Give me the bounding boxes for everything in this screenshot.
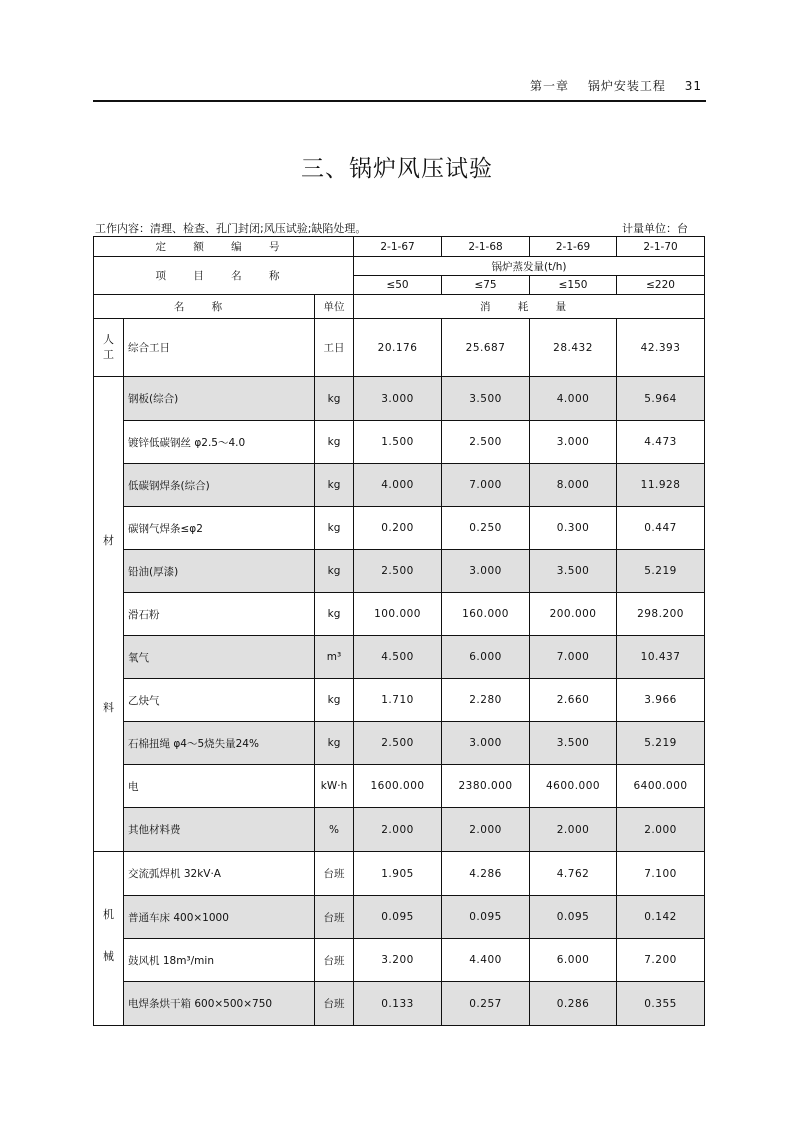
item-value: 7.000 <box>442 464 530 507</box>
quota-code-label: 定 额 编 号 <box>94 237 354 257</box>
item-unit: m³ <box>315 636 354 679</box>
table-row <box>94 636 705 679</box>
item-value: 3.000 <box>442 550 530 593</box>
consumption-header: 消 耗 量 <box>354 295 705 319</box>
table-row <box>94 896 705 939</box>
item-value: 0.200 <box>354 507 442 550</box>
running-header <box>516 77 702 94</box>
item-value: 2.500 <box>354 722 442 765</box>
item-value: 2.660 <box>530 679 617 722</box>
item-value: 8.000 <box>530 464 617 507</box>
item-unit: kW·h <box>315 765 354 808</box>
table-row <box>94 679 705 722</box>
item-value: 10.437 <box>617 636 705 679</box>
item-value: 7.000 <box>530 636 617 679</box>
quota-code: 2-1-69 <box>530 237 617 257</box>
work-content: 工作内容：清理、检查、孔门封闭;风压试验;缺陷处理。 <box>95 222 367 235</box>
item-value: 4600.000 <box>530 765 617 808</box>
item-value: 7.100 <box>617 852 705 896</box>
item-value: 4.400 <box>442 939 530 982</box>
item-name: 综合工日 <box>124 319 315 377</box>
header-rule <box>93 100 706 102</box>
item-value: 20.176 <box>354 319 442 377</box>
quota-code: 2-1-68 <box>442 237 530 257</box>
item-value: 1.710 <box>354 679 442 722</box>
item-value: 0.300 <box>530 507 617 550</box>
labor-category: 人 工 <box>94 319 124 377</box>
item-unit: 台班 <box>315 939 354 982</box>
table-row <box>94 507 705 550</box>
item-value: 2.280 <box>442 679 530 722</box>
item-value: 0.142 <box>617 896 705 939</box>
item-value: 2380.000 <box>442 765 530 808</box>
item-value: 3.000 <box>442 722 530 765</box>
item-value: 3.500 <box>530 550 617 593</box>
item-value: 0.286 <box>530 982 617 1026</box>
item-value: 3.966 <box>617 679 705 722</box>
item-name: 电 <box>124 765 315 808</box>
table-row <box>94 377 705 421</box>
item-name: 乙炔气 <box>124 679 315 722</box>
item-value: 2.500 <box>442 421 530 464</box>
item-value: 1600.000 <box>354 765 442 808</box>
item-value: 3.000 <box>354 377 442 421</box>
item-value: 4.286 <box>442 852 530 896</box>
item-value: 6400.000 <box>617 765 705 808</box>
table-row <box>94 550 705 593</box>
item-value: 3.200 <box>354 939 442 982</box>
item-name: 低碳钢焊条(综合) <box>124 464 315 507</box>
item-value: 0.355 <box>617 982 705 1026</box>
item-name: 石棉扭绳 φ4～5烧失量24% <box>124 722 315 765</box>
table-row <box>94 939 705 982</box>
item-value: 3.500 <box>530 722 617 765</box>
item-value: 2.000 <box>617 808 705 852</box>
item-value: 7.200 <box>617 939 705 982</box>
item-value: 6.000 <box>530 939 617 982</box>
item-value: 4.000 <box>530 377 617 421</box>
item-value: 0.095 <box>354 896 442 939</box>
param-value: ≤220 <box>617 276 705 295</box>
item-value: 0.250 <box>442 507 530 550</box>
item-value: 1.905 <box>354 852 442 896</box>
item-value: 5.964 <box>617 377 705 421</box>
item-unit: 台班 <box>315 896 354 939</box>
item-unit: kg <box>315 550 354 593</box>
item-value: 28.432 <box>530 319 617 377</box>
item-name: 鼓风机 18m³/min <box>124 939 315 982</box>
item-value: 2.500 <box>354 550 442 593</box>
param-label: 锅炉蒸发量(t/h) <box>354 257 705 276</box>
item-name: 电焊条烘干箱 600×500×750 <box>124 982 315 1026</box>
page-title: 三、锅炉风压试验 <box>301 156 493 182</box>
item-value: 25.687 <box>442 319 530 377</box>
item-unit: % <box>315 808 354 852</box>
table-row <box>94 464 705 507</box>
item-name: 交流弧焊机 32kV·A <box>124 852 315 896</box>
section-label: 锅炉安装工程 <box>587 79 666 93</box>
item-value: 298.200 <box>617 593 705 636</box>
item-name: 钢板(综合) <box>124 377 315 421</box>
table-row <box>94 722 705 765</box>
item-unit: kg <box>315 377 354 421</box>
param-value: ≤150 <box>530 276 617 295</box>
item-unit: 台班 <box>315 852 354 896</box>
item-value: 2.000 <box>530 808 617 852</box>
item-value: 160.000 <box>442 593 530 636</box>
item-value: 0.095 <box>442 896 530 939</box>
table-row <box>94 421 705 464</box>
quota-table <box>93 236 705 1026</box>
item-value: 200.000 <box>530 593 617 636</box>
item-value: 4.000 <box>354 464 442 507</box>
item-name: 其他材料费 <box>124 808 315 852</box>
item-value: 5.219 <box>617 722 705 765</box>
item-value: 11.928 <box>617 464 705 507</box>
item-value: 5.219 <box>617 550 705 593</box>
item-name: 普通车床 400×1000 <box>124 896 315 939</box>
item-value: 2.000 <box>354 808 442 852</box>
table-row <box>94 982 705 1026</box>
item-unit: kg <box>315 679 354 722</box>
unit-note: 计量单位：台 <box>622 222 688 235</box>
item-value: 2.000 <box>442 808 530 852</box>
item-value: 3.500 <box>442 377 530 421</box>
quota-code: 2-1-70 <box>617 237 705 257</box>
item-name: 氧气 <box>124 636 315 679</box>
item-unit: kg <box>315 593 354 636</box>
item-value: 0.133 <box>354 982 442 1026</box>
item-name-label: 项 目 名 称 <box>94 257 354 295</box>
item-name: 铅油(厚漆) <box>124 550 315 593</box>
item-name: 镀锌低碳钢丝 φ2.5～4.0 <box>124 421 315 464</box>
material-category: 材 料 <box>94 377 124 852</box>
table-row <box>94 593 705 636</box>
machine-category: 机 械 <box>94 852 124 1026</box>
unit-header: 单位 <box>315 295 354 319</box>
table-row <box>94 808 705 852</box>
item-unit: kg <box>315 507 354 550</box>
item-value: 100.000 <box>354 593 442 636</box>
param-value: ≤50 <box>354 276 442 295</box>
table-row <box>94 852 705 896</box>
item-unit: 台班 <box>315 982 354 1026</box>
page-number: 31 <box>684 79 702 93</box>
param-value: ≤75 <box>442 276 530 295</box>
table-row <box>94 765 705 808</box>
item-value: 6.000 <box>442 636 530 679</box>
item-unit: kg <box>315 464 354 507</box>
item-value: 4.473 <box>617 421 705 464</box>
name-header: 名 称 <box>94 295 315 319</box>
item-name: 碳钢气焊条≤φ2 <box>124 507 315 550</box>
item-value: 0.257 <box>442 982 530 1026</box>
item-value: 4.500 <box>354 636 442 679</box>
item-value: 0.447 <box>617 507 705 550</box>
item-name: 滑石粉 <box>124 593 315 636</box>
item-unit: kg <box>315 722 354 765</box>
item-value: 0.095 <box>530 896 617 939</box>
item-unit: kg <box>315 421 354 464</box>
item-value: 4.762 <box>530 852 617 896</box>
item-unit: 工日 <box>315 319 354 377</box>
quota-code: 2-1-67 <box>354 237 442 257</box>
item-value: 3.000 <box>530 421 617 464</box>
chapter-label: 第一章 <box>530 79 570 93</box>
item-value: 42.393 <box>617 319 705 377</box>
item-value: 1.500 <box>354 421 442 464</box>
